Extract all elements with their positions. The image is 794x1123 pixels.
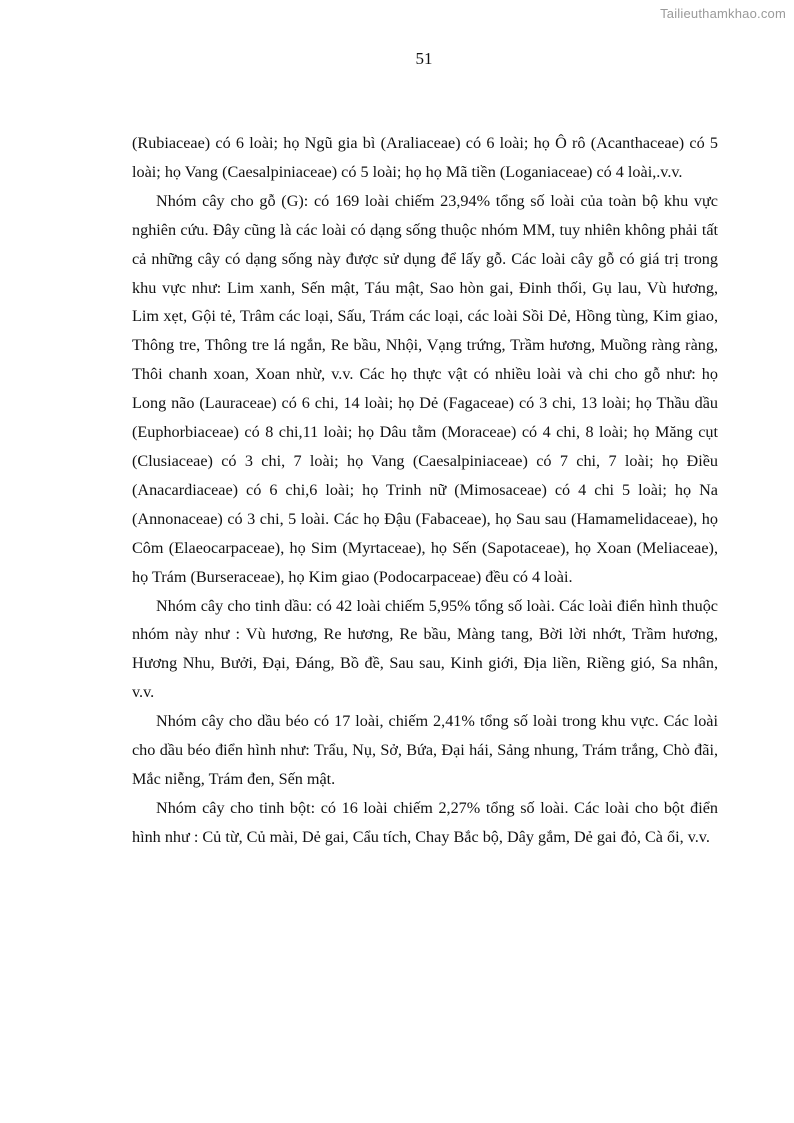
page-number: 51 [415, 49, 433, 68]
paragraph-starch-plants: Nhóm cây cho tinh bột: có 16 loài chiếm 2,27% tổng số loài. Các loài cho bột điển hình như : Củ từ, Củ mài, Dẻ gai, Cẩu tích, Chay Bắc bộ, Dây gắm, Dẻ gai đỏ, Cà ổi, v.v. [132, 798, 718, 846]
paragraph-timber-plants: Nhóm cây cho gỗ (G): có 169 loài chiếm 23,94% tổng số loài của toàn bộ khu vực nghiên cứu. Đây cũng là các loài có dạng sống thuộc nhóm MM, tuy nhiên không phải tất cả những cây có dạng sống này được sử dụng để lấy gỗ. Các loài cây gỗ có giá trị trong khu vực như: Lim xanh, Sến mật, Táu mật, Sao hòn gai, Đinh thối, Gụ lau, Vù hương, Lim xẹt, Gội tẻ, Trâm các loại, Sấu, Trám các loại, các loài Sồi Dẻ, Hồng tùng, Kim giao, Thông tre, Thông tre lá ngắn, Re bầu, Nhội, Vạng trứng, Trầm hương, Muồng ràng ràng, Thôi chanh xoan, Xoan nhừ, v.v. Các họ thực vật có nhiều loài và chi cho gỗ như: họ Long não (Lauraceae) có 6 chi, 14 loài; họ Dẻ (Fagaceae) có 3 chi, 13 loài; họ Thầu dầu (Euphorbiaceae) có 8 chi,11 loài; họ Dâu tằm (Moraceae) có 4 chi, 8 loài; họ Măng cụt (Clusiaceae) có 3 chi, 7 loài; họ Vang (Caesalpiniaceae) có 7 chi, 7 loài; họ Điều (Anacardiaceae) có 6 chi,6 loài; họ Trinh nữ (Mimosaceae) có 4 chi 5 loài; họ Na (Annonaceae) có 3 chi, 5 loài. Các họ Đậu (Fabaceae), họ Sau sau (Hamamelidaceae), họ Côm (Elaeocarpaceae), họ Sim (Myrtaceae), họ Sến (Sapotaceae), họ Xoan (Meliaceae), họ Trám (Burseraceae), họ Kim giao (Podocarpaceae) đều có 4 loài. [132, 191, 718, 586]
paragraph-essential-oil-plants: Nhóm cây cho tinh dầu: có 42 loài chiếm 5,95% tổng số loài. Các loài điển hình thuộc nhóm này như : Vù hương, Re hương, Re bầu, Màng tang, Bời lời nhớt, Trầm hương, Hương Nhu, Bưởi, Đại, Đáng, Bồ đề, Sau sau, Kinh giới, Địa liền, Riềng gió, Sa nhân, v.v. [132, 596, 718, 702]
paragraph-fatty-oil-plants: Nhóm cây cho dầu béo có 17 loài, chiếm 2,41% tổng số loài trong khu vực. Các loài cho dầu béo điển hình như: Trẩu, Nụ, Sở, Bứa, Đại hái, Sảng nhung, Trám trắng, Chò đãi, Mắc niễng, Trám đen, Sến mật. [132, 712, 718, 788]
paragraph-continuation: (Rubiaceae) có 6 loài; họ Ngũ gia bì (Araliaceae) có 6 loài; họ Ô rô (Acanthaceae) có 5 loài; họ Vang (Caesalpiniaceae) có 5 loài; họ họ Mã tiền (Loganiaceae) có 4 loài,.v.v. [132, 134, 718, 181]
watermark-text: Tailieuthamkhao.com [660, 6, 786, 21]
document-body [132, 129, 718, 852]
